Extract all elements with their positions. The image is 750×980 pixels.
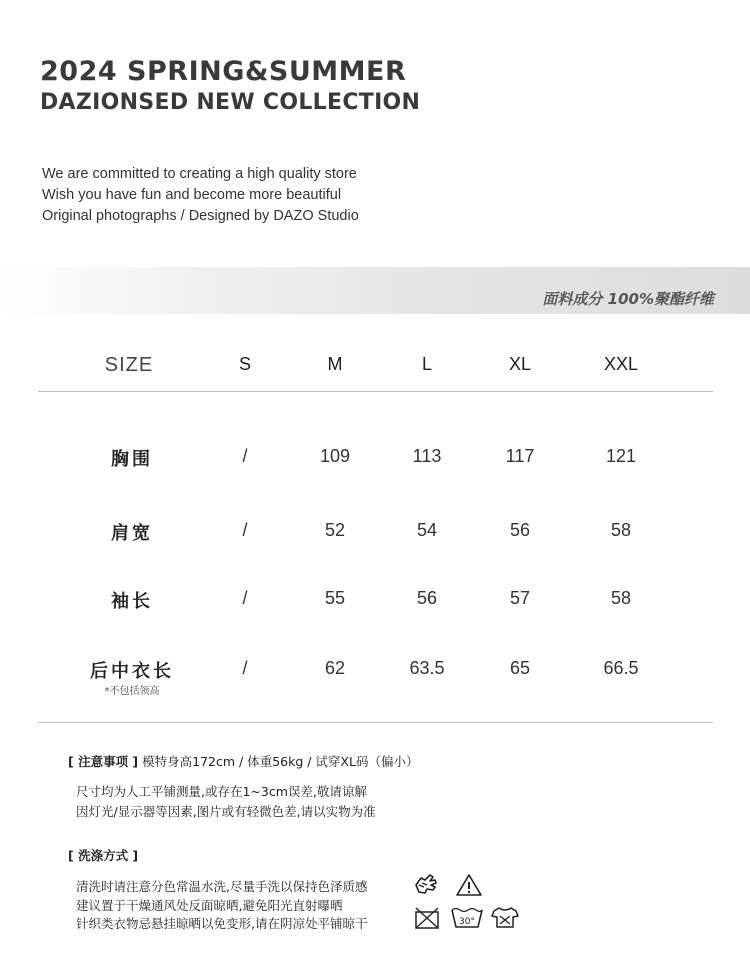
size-header-xxl: XXL xyxy=(603,354,639,374)
notes-heading: [ 注意事项 ] xyxy=(68,754,139,769)
tagline-3: Original photographs / Designed by DAZO Studio xyxy=(42,208,359,224)
wash-30-icon xyxy=(450,904,484,930)
tagline-1: We are committed to creating a high quality store xyxy=(42,166,357,182)
fabric-composition: 面料成分 100%聚酯纤维 xyxy=(542,290,714,308)
wash-line-1: 清洗时请注意分色常温水洗,尽量手洗以保持色泽质感 xyxy=(76,879,368,894)
note-color-difference: 因灯光/显示器等因素,图片或有轻微色差,请以实物为准 xyxy=(76,804,376,819)
table-cell: 57 xyxy=(509,588,531,608)
table-cell: 52 xyxy=(324,520,346,540)
table-cell: 65 xyxy=(509,658,531,678)
size-header-s: S xyxy=(238,354,251,374)
wash-line-3: 针织类衣物忌悬挂晾晒以免变形,请在阴凉处平铺晾干 xyxy=(76,916,368,931)
table-cell: / xyxy=(242,588,248,608)
table-cell: 109 xyxy=(319,446,351,466)
collection-title: 2024 SPRING&SUMMER xyxy=(40,56,407,87)
table-cell: 58 xyxy=(610,588,632,608)
wash-temp-label: 30° xyxy=(459,917,475,927)
row-note-excludes-collar: *不包括领高 xyxy=(104,686,160,697)
size-header-xl: XL xyxy=(508,354,532,374)
table-cell: 56 xyxy=(509,520,531,540)
warning-icon xyxy=(455,873,483,897)
hand-wash-icon xyxy=(413,871,441,897)
table-cell: 58 xyxy=(610,520,632,540)
model-info: 模特身高172cm / 体重56kg / 试穿XL码（偏小） xyxy=(142,754,419,769)
table-cell: 54 xyxy=(416,520,438,540)
row-label-back-length: 后中衣长 xyxy=(90,661,174,682)
note-measure-error: 尺寸均为人工平铺测量,或存在1~3cm误差,敬请谅解 xyxy=(76,784,367,799)
notes-line xyxy=(68,752,418,770)
collection-subtitle: DAZIONSED NEW COLLECTION xyxy=(40,90,421,115)
table-cell: / xyxy=(242,446,248,466)
table-cell: 66.5 xyxy=(603,658,639,678)
size-header-l: L xyxy=(421,354,432,374)
row-label-chest: 胸围 xyxy=(111,449,153,470)
row-label-shoulder: 肩宽 xyxy=(111,523,153,544)
tagline-2: Wish you have fun and become more beautiful xyxy=(42,187,342,203)
table-cell: 113 xyxy=(412,446,442,466)
table-cell: 121 xyxy=(605,446,637,466)
do-not-bleach-icon xyxy=(414,906,440,930)
washing-heading: [ 洗涤方式 ] xyxy=(68,848,139,863)
size-header-m: M xyxy=(327,354,343,374)
size-header-label: SIZE xyxy=(104,354,154,376)
table-top-divider xyxy=(38,391,713,392)
table-cell: / xyxy=(242,658,248,678)
do-not-tumble-dry-icon xyxy=(490,905,520,929)
table-cell: 117 xyxy=(505,446,535,466)
table-bottom-divider xyxy=(38,722,713,723)
row-label-sleeve: 袖长 xyxy=(111,591,153,612)
table-cell: / xyxy=(242,520,248,540)
table-cell: 62 xyxy=(324,658,346,678)
table-cell: 56 xyxy=(416,588,438,608)
table-cell: 55 xyxy=(324,588,346,608)
wash-line-2: 建议置于干燥通风处反面晾晒,避免阳光直射曝晒 xyxy=(76,898,343,913)
table-cell: 63.5 xyxy=(409,658,445,678)
